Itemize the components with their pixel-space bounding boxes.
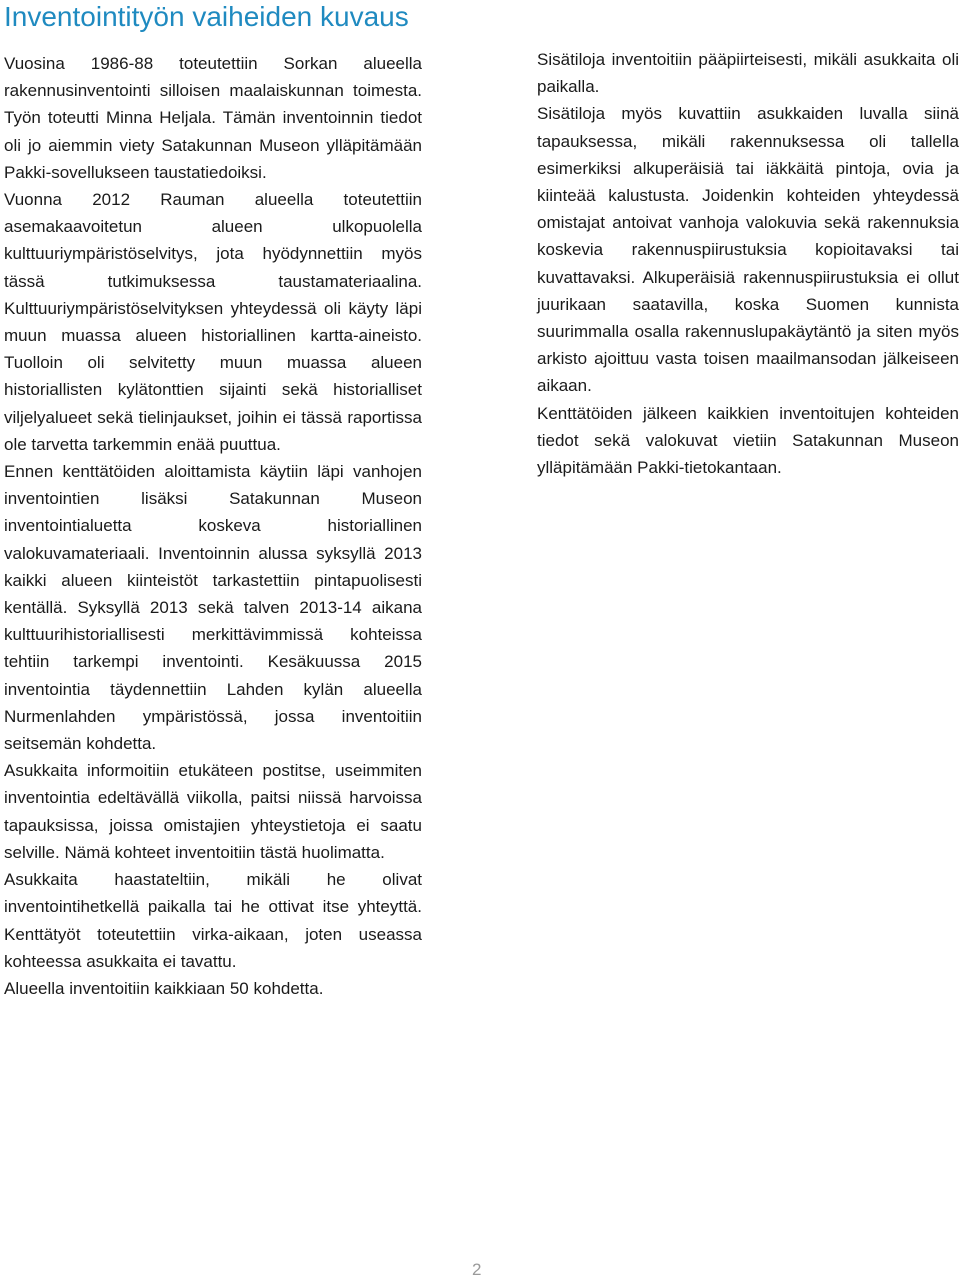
paragraph: Asukkaita haastateltiin, mikäli he olivat inventointihetkellä paikalla tai he ottivat itse yhteyttä. Kenttätyöt toteutettiin virka-aikaan, joten useassa kohteessa asukkaita ei tavattu. [4,870,422,971]
paragraph: Alueella inventoitiin kaikkiaan 50 kohdetta. [4,978,324,998]
page-title: Inventointityön vaiheiden kuvaus [4,1,409,32]
paragraph: Asukkaita informoitiin etukäteen postitse, useimmiten inventointia edeltävällä viikolla, paitsi niissä harvoissa tapauksissa, joissa omistajien yhteystietoja ei saatu selville. Nämä kohteet inventoitiin tästä huolimatta. [4,761,422,862]
paragraph: Sisätiloja inventoitiin pääpiirteisesti, mikäli asukkaita oli paikalla. [537,50,959,97]
paragraph: Ennen kenttätöiden aloittamista käytiin läpi vanhojen inventointien lisäksi Satakunnan Museon inventointialuetta koskeva historiallinen valokuvamateriaali. Inventoinnin alussa syksyllä 2013 kaikki alueen kiinteistöt tarkastettiin pintapuolisesti kentällä. Syksyllä 2013 sekä talven 2013-14 aikana kulttuurihistoriallisesti merkittävimmissä kohteissa tehtiin tarkempi inventointi. Kesäkuussa 2015 inventointia täydennettiin Lahden kylän alueella Nurmenlahden ympäristössä, jossa inventoitiin seitsemän kohdetta. [4,462,422,754]
paragraph: Kenttätöiden jälkeen kaikkien inventoitujen kohteiden tiedot sekä valokuvat vietiin Satakunnan Museon ylläpitämään Pakki-tietokantaan. [537,403,959,478]
paragraph: Sisätiloja myös kuvattiin asukkaiden luvalla siinä tapauksessa, mikäli rakennuksessa oli tallella esimerkiksi alkuperäisiä tai iäkkäitä pintoja, ovia ja kiinteää kalustusta. Joidenkin kohteiden yhteydessä omistajat antoivat vanhoja valokuvia sekä rakennuksia koskevia rakennuspiirustuksia kopioitavaksi tai kuvattavaksi. Alkuperäisiä rakennuspiirustuksia ei ollut juurikaan saatavilla, koska Suomen kunnista suurimmalla osalla rakennuslupakäytäntö ja siten myös arkisto ajoittuu vasta toisen maailmansodan jälkeiseen aikaan. [537,104,959,396]
paragraph: Vuosina 1986-88 toteutettiin Sorkan alueella rakennusinventointi silloisen maalaiskunnan toimesta. Työn toteutti Minna Heljala. Tämän inventoinnin tiedot oli jo aiemmin viety Satakunnan Museon ylläpitämään Pakki-sovellukseen taustatiedoiksi. [4,54,422,182]
paragraph: Vuonna 2012 Rauman alueella toteutettiin asemakaavoitetun alueen ulkopuolella kulttuuriympäristöselvitys, jota hyödynnettiin myös tässä tutkimuksessa taustamateriaalina. Kulttuuriympäristöselvityksen yhteydessä oli käyty läpi muun muassa alueen historiallinen kartta-aineisto. Tuolloin oli selvitetty muun muassa alueen historiallisten kylätonttien sijainti sekä historialliset viljelyalueet sekä tielinjaukset, joihin ei tässä raportissa ole tarvetta tarkemmin enää puuttua. [4,190,422,454]
left-column [4,50,422,1002]
right-column [537,46,959,481]
page-number: 2 [472,1260,482,1279]
